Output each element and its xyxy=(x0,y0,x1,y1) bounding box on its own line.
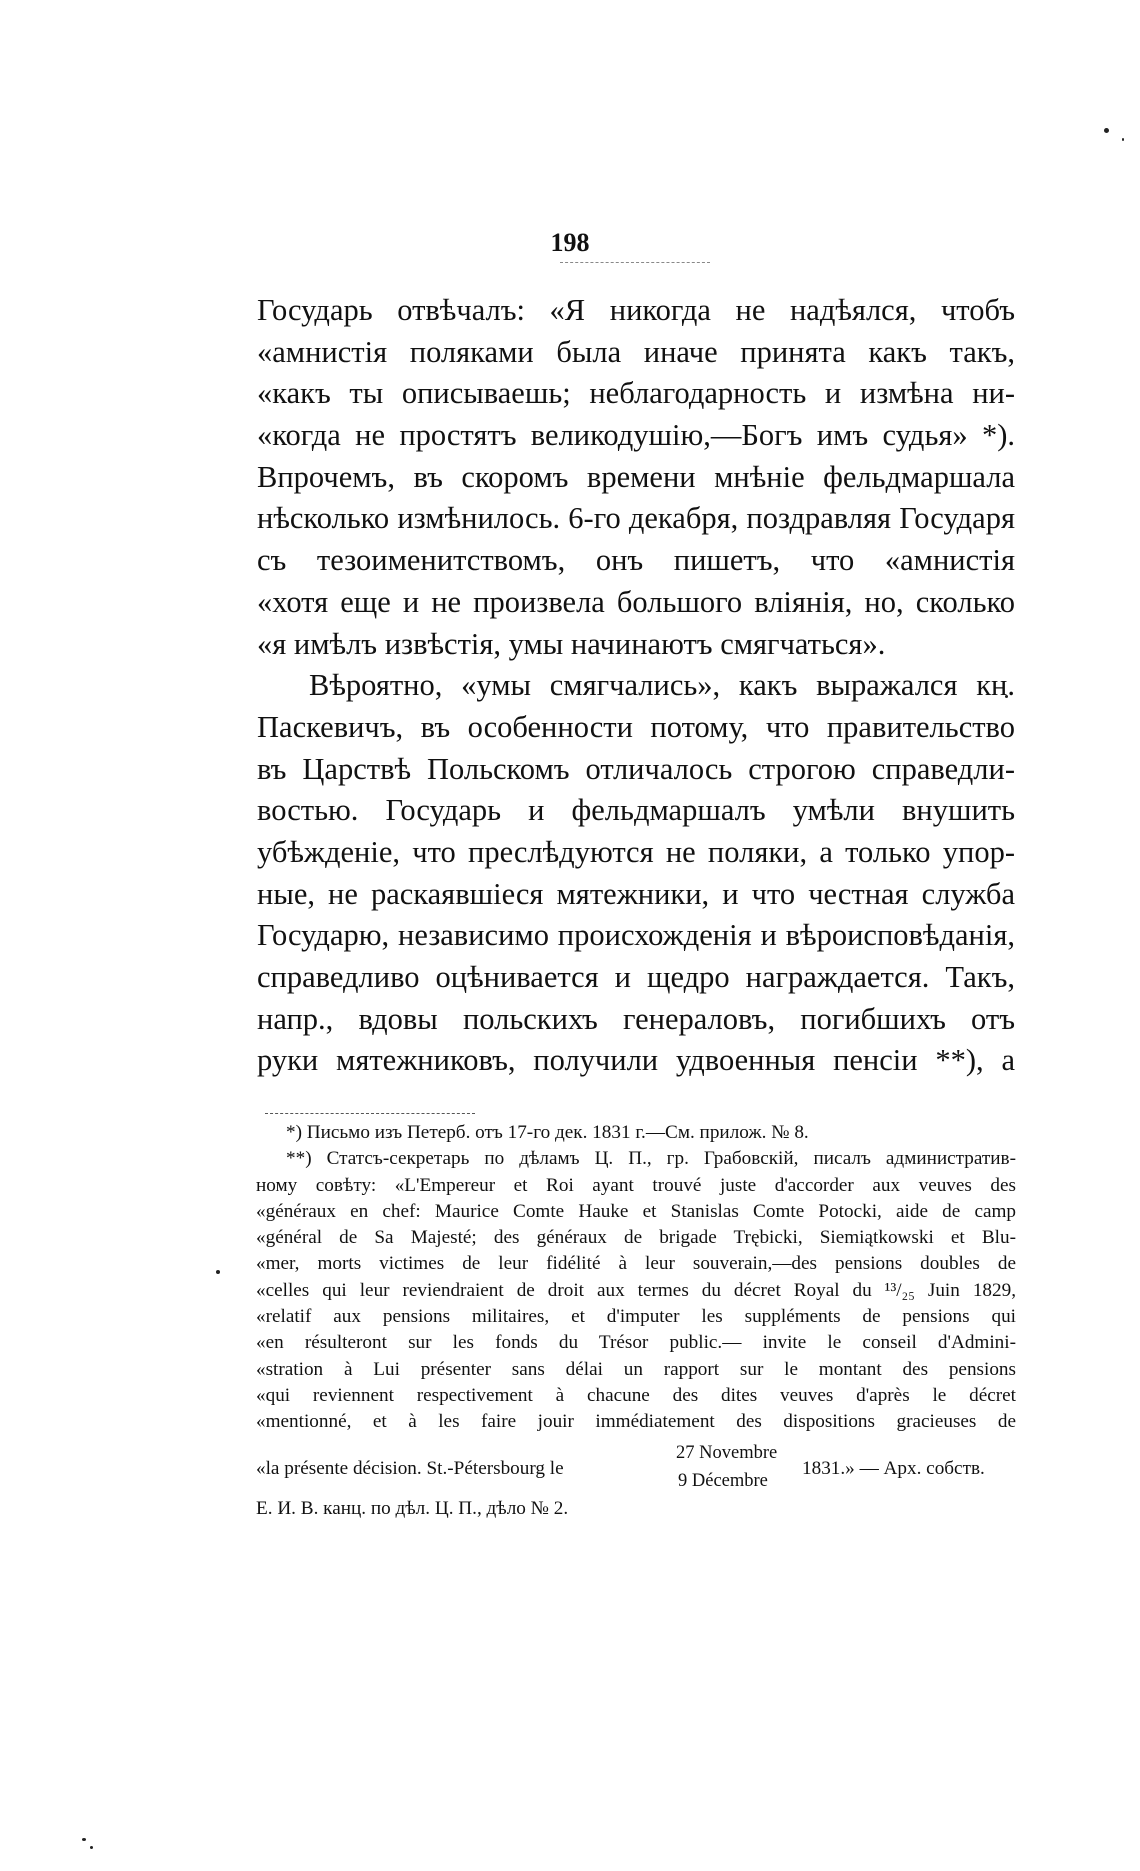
footnote-line: «mer, morts victimes de leur fidélité à leur souverain,—des pensions doubles de xyxy=(256,1253,1016,1275)
footnote-date-line xyxy=(256,1440,1016,1496)
footnotes xyxy=(256,1120,1016,1522)
margin-speck xyxy=(216,1270,220,1274)
text-line: въ Царствѣ Польскомъ отличалось строгою справедли- xyxy=(257,751,1015,786)
text-line: руки мятежниковъ, получили удвоенныя пенсіи **), а xyxy=(257,1043,1015,1078)
footnote-line: **) Статсъ-секретарь по дѣламъ Ц. П., гр. Грабовскій, писалъ административ- xyxy=(286,1148,1016,1170)
text-line: «хотя еще и не произвела большого вліянія, но, сколько xyxy=(257,584,1015,619)
footnote-line: *) Письмо изъ Петерб. отъ 17-го дек. 1831 г.—См. прилож. № 8. xyxy=(286,1122,809,1143)
footnote-line: «général de Sa Majesté; des généraux de brigade Trębicki, Siemiątkowski et Blu- xyxy=(256,1227,1016,1249)
footnote-line: «celles qui leur reviendraient de droit aux termes du décret Royal du ¹³/₂₅ Juin 1829, xyxy=(256,1279,1016,1301)
text-line: нѣсколько измѣнилось. 6-го декабря, поздравляя Государя xyxy=(257,501,1015,536)
footnote-line: ному совѣту: «L'Empereur et Roi ayant trouvé juste d'accorder aux veuves des xyxy=(256,1174,1016,1196)
footnote-line: «mentionné, et à les faire jouir immédiatement des dispositions gracieuses de xyxy=(256,1411,1016,1433)
text-line: справедливо оцѣнивается и щедро награждается. Такъ, xyxy=(257,960,1015,994)
page-number: 198 xyxy=(550,228,590,257)
footnote-line: Е. И. В. канц. по дѣл. Ц. П., дѣло № 2. xyxy=(256,1497,569,1519)
footnote-date-suffix: 1831.» — Арх. собств. xyxy=(802,1457,985,1479)
text-line: напр., вдовы польскихъ генераловъ, погибшихъ отъ xyxy=(257,1001,1015,1036)
margin-speck xyxy=(1104,128,1109,133)
margin-speck xyxy=(1122,138,1124,141)
text-line: съ тезоименитствомъ, онъ пишетъ, что «амнистія xyxy=(257,543,1015,578)
margin-speck xyxy=(82,1838,86,1841)
text-line: «когда не простятъ великодушію,—Богъ имъ судья» *). xyxy=(257,418,1015,453)
text-line: Паскевичъ, въ особенности потому, что правительство xyxy=(257,709,1015,744)
body-text xyxy=(257,290,1015,1082)
footnote-line: «qui reviennent respectivement à chacune des dites veuves d'après le décret xyxy=(256,1384,1016,1406)
text-line: востью. Государь и фельдмаршалъ умѣли внушить xyxy=(257,793,1015,828)
footnote-line: «en résulteront sur les fonds du Trésor public.— invite le conseil d'Admini- xyxy=(256,1332,1016,1354)
footnote-line: «stration à Lui présenter sans délai un rapport sur le montant des pensions xyxy=(256,1358,1016,1380)
text-line: «амнистія поляками была иначе принята какъ такъ, xyxy=(257,334,1015,369)
margin-speck xyxy=(90,1846,93,1849)
footnote-date-bottom: 9 Décembre xyxy=(678,1470,768,1491)
footnote-date-top: 27 Novembre xyxy=(676,1442,778,1463)
text-line: «я имѣлъ извѣстія, умы начинаютъ смягчаться». xyxy=(257,626,886,661)
page-number-rule xyxy=(560,262,710,263)
text-line: ные, не раскаявшіеся мятежники, и что честная служба xyxy=(257,876,1015,911)
footnote-rule xyxy=(265,1113,475,1114)
text-line: Государь отвѣчалъ: «Я никогда не надѣялся, чтобъ xyxy=(257,293,1015,327)
footnote-date-prefix: «la présente décision. St.-Pétersbourg le xyxy=(256,1457,564,1479)
text-line: Вѣроятно, «умы смягчались», какъ выражался кн. xyxy=(309,668,1015,703)
text-line: Впрочемъ, въ скоромъ времени мнѣніе фельдмаршала xyxy=(257,459,1015,494)
footnote-line: «généraux en chef: Maurice Comte Hauke et Stanislas Comte Potocki, aide de camp xyxy=(256,1200,1016,1222)
text-line: убѣжденіе, что преслѣдуются не поляки, а только упор- xyxy=(257,834,1015,869)
text-line: «какъ ты описываешь; неблагодарность и измѣна ни- xyxy=(257,376,1015,411)
footnote-line: «relatif aux pensions militaires, et d'imputer les suppléments de pensions qui xyxy=(256,1306,1016,1328)
text-line: Государю, независимо происхожденія и вѣроисповѣданія, xyxy=(257,918,1015,953)
